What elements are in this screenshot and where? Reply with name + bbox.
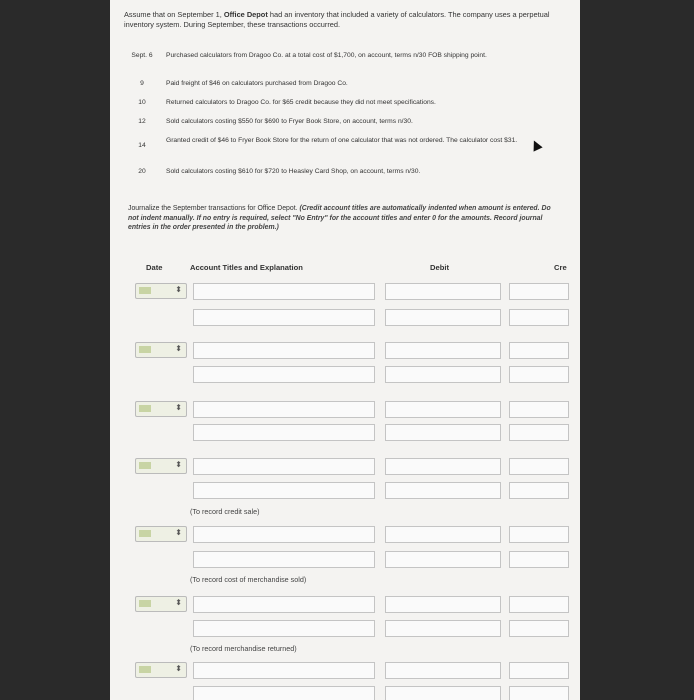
credit-input[interactable] bbox=[509, 526, 569, 543]
transaction-12 bbox=[126, 117, 566, 127]
account-title-input[interactable] bbox=[193, 526, 375, 543]
debit-input[interactable] bbox=[385, 401, 501, 418]
transaction-14 bbox=[126, 136, 566, 156]
transaction-9 bbox=[126, 79, 566, 89]
debit-input[interactable] bbox=[385, 526, 501, 543]
transaction-text: Sold calculators costing $610 for $720 to Heasley Card Shop, on account, terms n/30. bbox=[166, 168, 421, 175]
column-header-date: Date bbox=[146, 263, 163, 272]
transaction-text: Purchased calculators from Dragoo Co. at a total cost of $1,700, on account, terms n/30 FOB shipping point. bbox=[166, 52, 487, 59]
chevron-updown-icon: ⬍ bbox=[175, 528, 182, 537]
debit-input[interactable] bbox=[385, 366, 501, 383]
credit-input[interactable] bbox=[509, 482, 569, 499]
chevron-updown-icon: ⬍ bbox=[175, 285, 182, 294]
chevron-updown-icon: ⬍ bbox=[175, 460, 182, 469]
explanation-credit-sale: (To record credit sale) bbox=[190, 507, 260, 516]
account-title-input[interactable] bbox=[193, 686, 375, 700]
transaction-date: Sept. 6 bbox=[131, 52, 153, 59]
explanation-merchandise-returned: (To record merchandise returned) bbox=[190, 644, 297, 653]
debit-input[interactable] bbox=[385, 662, 501, 679]
debit-input[interactable] bbox=[385, 342, 501, 359]
debit-input[interactable] bbox=[385, 482, 501, 499]
account-title-input[interactable] bbox=[193, 551, 375, 568]
debit-input[interactable] bbox=[385, 309, 501, 326]
date-select[interactable] bbox=[135, 342, 187, 358]
credit-input[interactable] bbox=[509, 620, 569, 637]
credit-input[interactable] bbox=[509, 686, 569, 700]
account-title-input[interactable] bbox=[193, 482, 375, 499]
credit-input[interactable] bbox=[509, 309, 569, 326]
date-select[interactable] bbox=[135, 596, 187, 612]
instructions: Journalize the September transactions for Office Depot. (Credit account titles are automatically indented when amount is entered. Do not indent manually. If no entry is required, select "No Entry" for the account titles and enter 0 for the amounts. Record journal entries in the order presented in the problem.) bbox=[128, 205, 551, 231]
chevron-updown-icon: ⬍ bbox=[175, 403, 182, 412]
debit-input[interactable] bbox=[385, 458, 501, 475]
transaction-date: 14 bbox=[138, 142, 146, 149]
account-title-input[interactable] bbox=[193, 620, 375, 637]
problem-page bbox=[110, 0, 580, 700]
account-title-input[interactable] bbox=[193, 342, 375, 359]
transaction-date: 9 bbox=[140, 80, 144, 87]
transaction-date: 12 bbox=[138, 118, 146, 125]
transaction-date: 20 bbox=[138, 168, 146, 175]
account-title-input[interactable] bbox=[193, 424, 375, 441]
company-name: Office Depot bbox=[223, 10, 268, 19]
credit-input[interactable] bbox=[509, 596, 569, 613]
column-header-credit: Cre bbox=[554, 263, 567, 272]
account-title-input[interactable] bbox=[193, 366, 375, 383]
transaction-text: Returned calculators to Dragoo Co. for $65 credit because they did not meet specifications. bbox=[166, 99, 436, 106]
explanation-cost-of-goods: (To record cost of merchandise sold) bbox=[190, 575, 307, 584]
account-title-input[interactable] bbox=[193, 283, 375, 300]
chevron-updown-icon: ⬍ bbox=[175, 664, 182, 673]
date-select[interactable] bbox=[135, 458, 187, 474]
account-title-input[interactable] bbox=[193, 401, 375, 418]
transaction-10 bbox=[126, 98, 566, 108]
debit-input[interactable] bbox=[385, 596, 501, 613]
column-header-account: Account Titles and Explanation bbox=[190, 263, 303, 272]
column-header-debit: Debit bbox=[430, 263, 449, 272]
debit-input[interactable] bbox=[385, 620, 501, 637]
transaction-text: Sold calculators costing $550 for $690 to Fryer Book Store, on account, terms n/30. bbox=[166, 118, 413, 125]
credit-input[interactable] bbox=[509, 662, 569, 679]
date-select[interactable] bbox=[135, 283, 187, 299]
transaction-text: Granted credit of $46 to Fryer Book Store for the return of one calculator that was not ordered. The calculator cost $31. bbox=[166, 137, 518, 144]
debit-input[interactable] bbox=[385, 551, 501, 568]
transaction-20 bbox=[126, 167, 566, 177]
transaction-text: Paid freight of $46 on calculators purchased from Dragoo Co. bbox=[166, 80, 348, 87]
credit-input[interactable] bbox=[509, 458, 569, 475]
account-title-input[interactable] bbox=[193, 309, 375, 326]
chevron-updown-icon: ⬍ bbox=[175, 598, 182, 607]
chevron-updown-icon: ⬍ bbox=[175, 344, 182, 353]
credit-input[interactable] bbox=[509, 366, 569, 383]
debit-input[interactable] bbox=[385, 424, 501, 441]
debit-input[interactable] bbox=[385, 686, 501, 700]
credit-input[interactable] bbox=[509, 401, 569, 418]
problem-intro: Assume that on September 1, Office Depot had an inventory that included a variety of calculators. The company uses a perpetual inventory system. During September, these transactions occurred. bbox=[124, 10, 550, 29]
transaction-sept-6 bbox=[126, 51, 566, 71]
date-select[interactable] bbox=[135, 662, 187, 678]
account-title-input[interactable] bbox=[193, 662, 375, 679]
date-select[interactable] bbox=[135, 526, 187, 542]
credit-input[interactable] bbox=[509, 342, 569, 359]
credit-input[interactable] bbox=[509, 283, 569, 300]
transaction-date: 10 bbox=[138, 99, 146, 106]
account-title-input[interactable] bbox=[193, 458, 375, 475]
account-title-input[interactable] bbox=[193, 596, 375, 613]
credit-input[interactable] bbox=[509, 424, 569, 441]
credit-input[interactable] bbox=[509, 551, 569, 568]
date-select[interactable] bbox=[135, 401, 187, 417]
debit-input[interactable] bbox=[385, 283, 501, 300]
